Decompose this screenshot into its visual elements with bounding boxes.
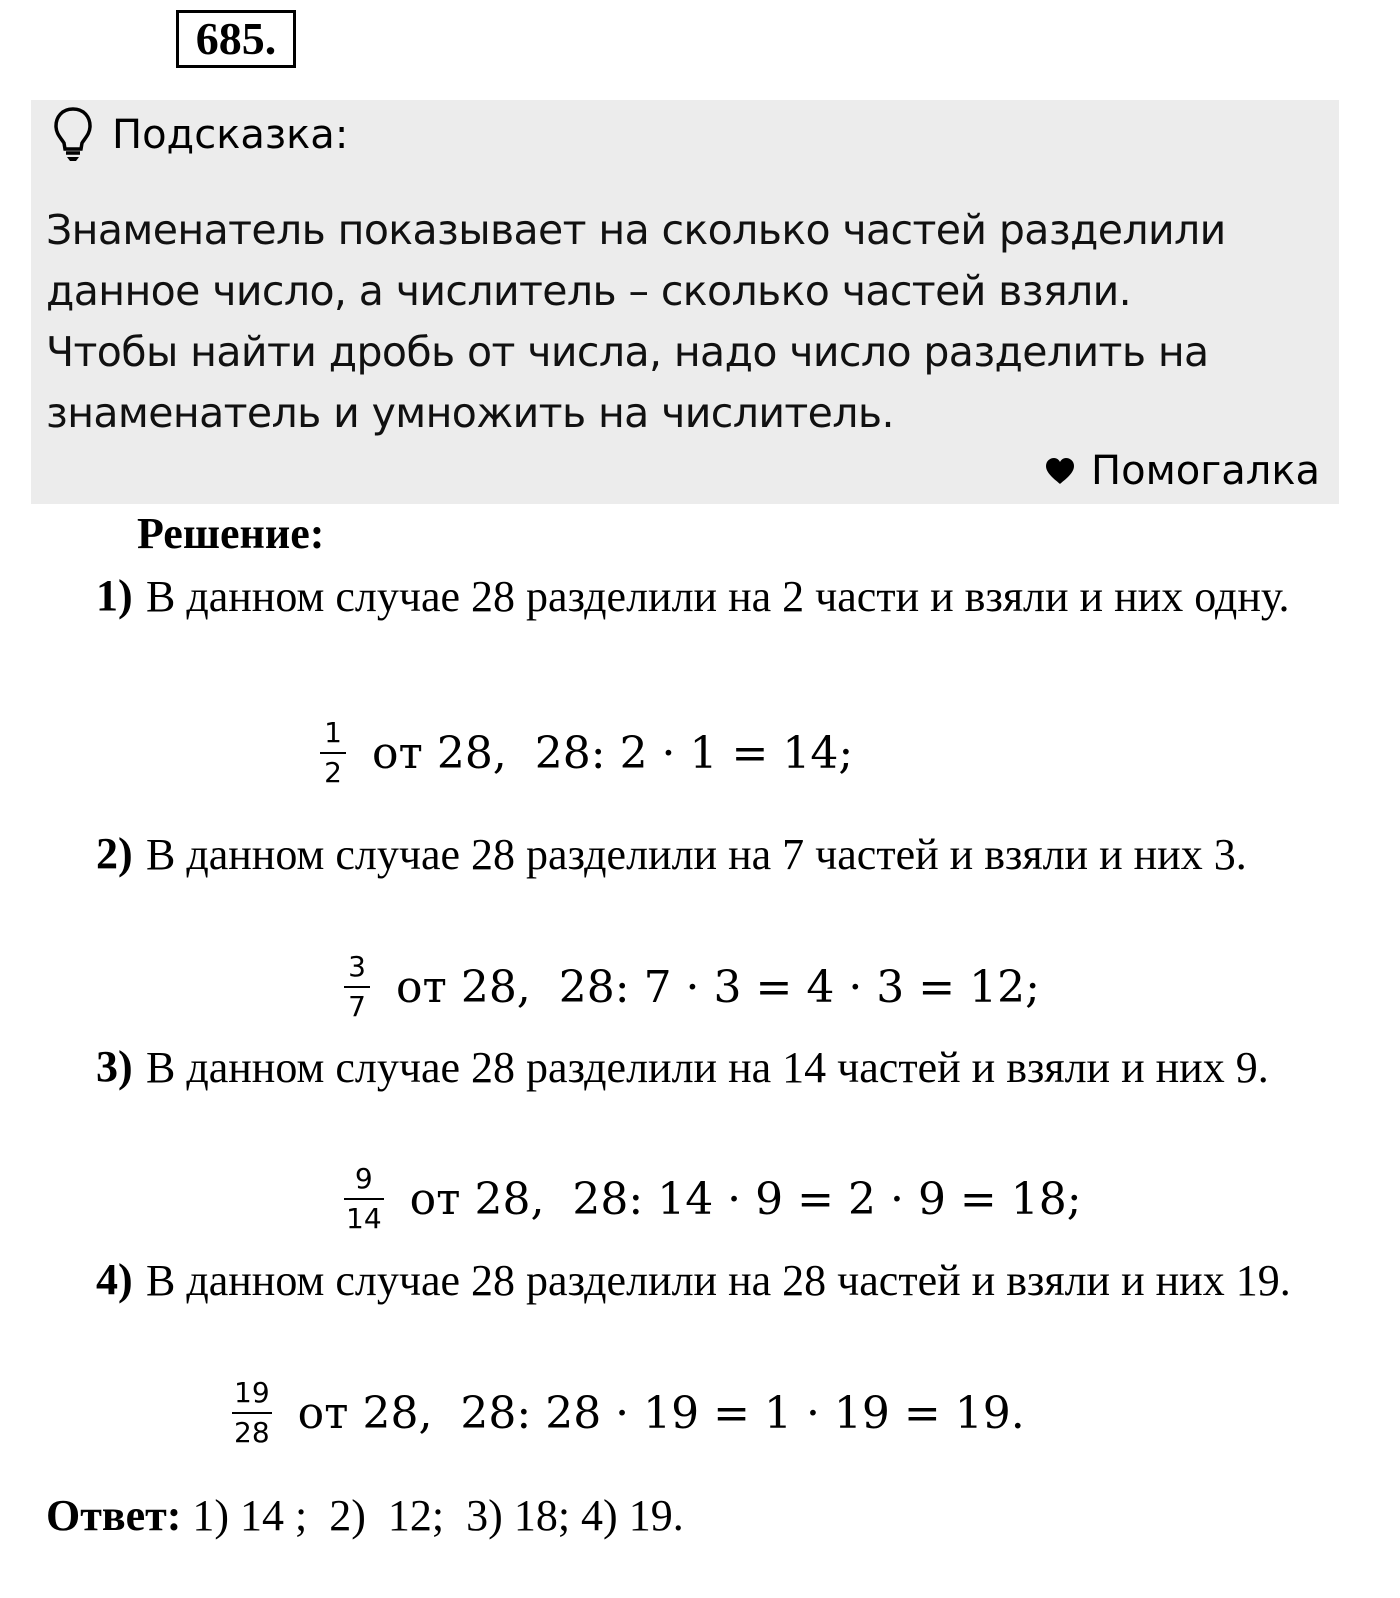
step-text: В данном случае 28 разделили на 7 частей и взяли и них 3. — [146, 830, 1247, 879]
step-number: 1) — [96, 571, 133, 620]
formula-expression: от 28, 28: 28 · 19 = 1 · 19 = 19. — [297, 1387, 1025, 1439]
fraction-denominator: 28 — [234, 1416, 270, 1449]
fraction-numerator: 9 — [354, 1162, 373, 1195]
hint-line: данное число, а числитель – сколько частей взяли. — [46, 267, 1132, 315]
fraction-bar — [232, 1412, 272, 1414]
hint-line: Знаменатель показывает на сколько частей разделили — [46, 206, 1226, 254]
fraction-numerator: 1 — [324, 716, 342, 749]
answer-label: Ответ: — [46, 1491, 182, 1540]
hint-text — [46, 200, 1326, 444]
brand-credit — [1045, 448, 1320, 494]
heart-icon — [1045, 457, 1075, 485]
step-text: В данном случае 28 разделили на 14 частей и взяли и них 9. — [146, 1043, 1269, 1092]
formula-expression: от 28, 28: 7 · 3 = 4 · 3 = 12; — [396, 961, 1040, 1013]
solution-title: Решение: — [137, 509, 325, 558]
lightbulb-icon — [52, 106, 94, 164]
formula — [320, 718, 853, 788]
formula-expression: от 28, 28: 14 · 9 = 2 · 9 = 18; — [409, 1173, 1082, 1225]
task-number: 685. — [176, 10, 296, 68]
formula — [344, 1164, 1082, 1234]
hint-title: Подсказка: — [112, 112, 349, 158]
hint-line: знаменатель и умножить на числитель. — [46, 389, 894, 437]
fraction-denominator: 7 — [348, 990, 366, 1023]
answer — [46, 1490, 684, 1541]
fraction-numerator: 3 — [348, 950, 366, 983]
fraction-denominator: 2 — [324, 756, 342, 789]
fraction-bar — [344, 1198, 384, 1200]
formula — [232, 1378, 1025, 1448]
fraction — [344, 1164, 384, 1234]
fraction — [344, 952, 370, 1022]
brand-label: Помогалка — [1091, 448, 1320, 494]
fraction-bar — [320, 752, 346, 754]
hint-header — [52, 106, 348, 164]
answer-text: 1) 14 ; 2) 12; 3) 18; 4) 19. — [181, 1491, 684, 1540]
fraction-denominator: 14 — [346, 1202, 382, 1235]
fraction — [232, 1378, 272, 1448]
step-number: 2) — [96, 829, 133, 878]
formula — [344, 952, 1040, 1022]
fraction-numerator: 19 — [234, 1376, 270, 1409]
fraction-bar — [344, 986, 370, 988]
step-text: В данном случае 28 разделили на 28 частей и взяли и них 19. — [146, 1256, 1291, 1305]
step-number: 4) — [96, 1255, 133, 1304]
step-text: В данном случае 28 разделили на 2 части и взяли и них одну. — [146, 572, 1290, 621]
fraction — [320, 718, 346, 788]
hint-line: Чтобы найти дробь от числа, надо число разделить на — [46, 328, 1209, 376]
step-number: 3) — [96, 1042, 133, 1091]
formula-expression: от 28, 28: 2 · 1 = 14; — [372, 727, 854, 779]
